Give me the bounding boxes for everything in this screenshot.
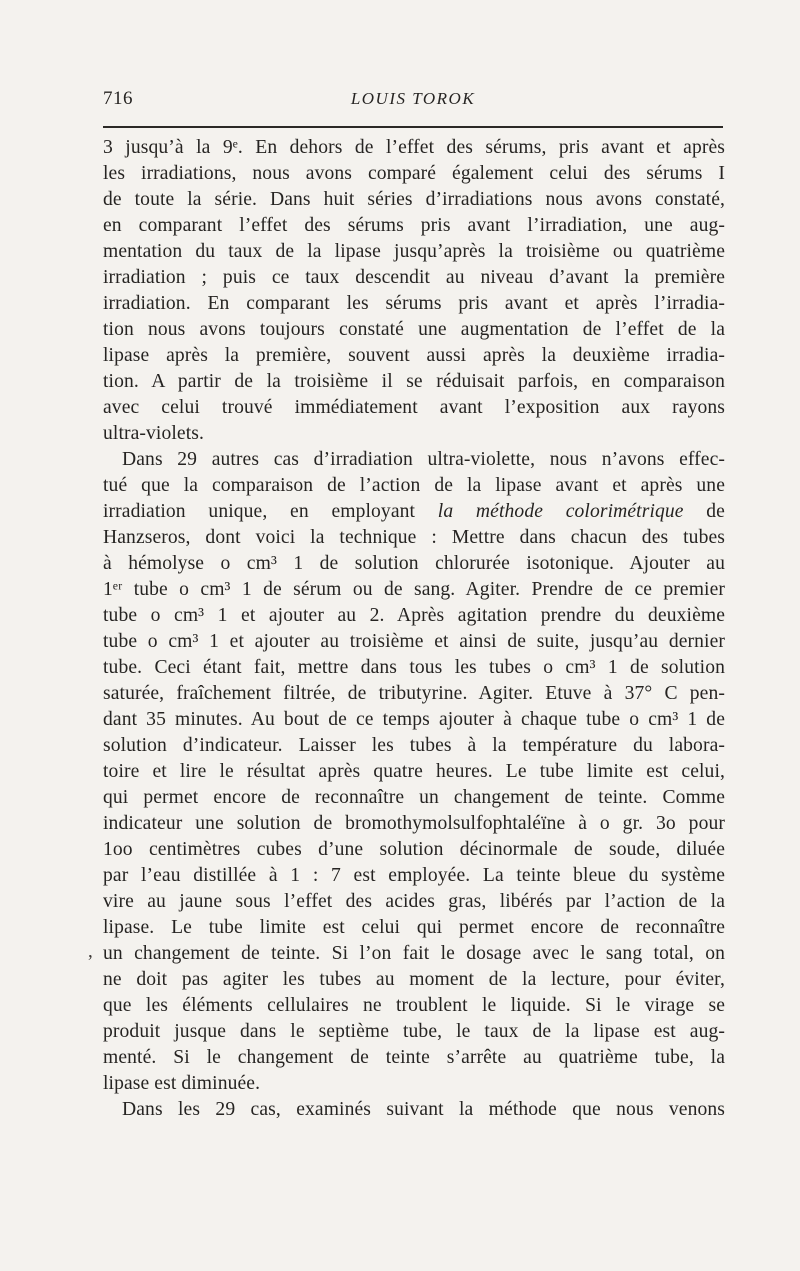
text-line: irradiation unique, en employant la méthode colorimétrique de (103, 501, 725, 522)
text-line: solution d’indicateur. Laisser les tubes à la température du labora- (103, 735, 725, 756)
text-line: indicateur une solution de bromothymolsulfophtaléïne à o gr. 3o pour (103, 813, 725, 834)
text-line: 1oo centimètres cubes d’une solution décinormale de soude, diluée (103, 839, 725, 860)
text-line: tube. Ceci étant fait, mettre dans tous les tubes o cm³ 1 de solution (103, 657, 725, 678)
text-line: irradiation. En comparant les sérums pris avant et après l’irradia- (103, 293, 725, 314)
text-line: toire et lire le résultat après quatre heures. Le tube limite est celui, (103, 761, 725, 782)
text-line: tion. A partir de la troisième il se réduisait parfois, en comparaison (103, 371, 725, 392)
page-header (103, 88, 723, 118)
body-text (103, 135, 725, 1123)
text-line: 1ᵉʳ tube o cm³ 1 de sérum ou de sang. Agiter. Prendre de ce premier (103, 579, 725, 600)
margin-mark: , (88, 941, 93, 962)
page-number: 716 (103, 88, 133, 109)
text-line: Dans les 29 cas, examinés suivant la méthode que nous venons (122, 1099, 725, 1120)
text-line: que les éléments cellulaires ne troublent le liquide. Si le virage se (103, 995, 725, 1016)
text-line: tube o cm³ 1 et ajouter au troisième et ainsi de suite, jusqu’au dernier (103, 631, 725, 652)
text-line: en comparant l’effet des sérums pris avant l’irradiation, une aug- (103, 215, 725, 236)
text-line: saturée, fraîchement filtrée, de tributyrine. Agiter. Etuve à 37° C pen- (103, 683, 725, 704)
text-line: lipase. Le tube limite est celui qui permet encore de reconnaître (103, 917, 725, 938)
text-line: les irradiations, nous avons comparé également celui des sérums I (103, 163, 725, 184)
text-line: lipase après la première, souvent aussi après la deuxième irradia- (103, 345, 725, 366)
text-line: Dans 29 autres cas d’irradiation ultra-violette, nous n’avons effec- (122, 449, 725, 470)
text-line: à hémolyse o cm³ 1 de solution chlorurée isotonique. Ajouter au (103, 553, 725, 574)
text-line: ne doit pas agiter les tubes au moment de la lecture, pour éviter, (103, 969, 725, 990)
text-line: dant 35 minutes. Au bout de ce temps ajouter à chaque tube o cm³ 1 de (103, 709, 725, 730)
text-line: produit jusque dans le septième tube, le taux de la lipase est aug- (103, 1021, 725, 1042)
text-line: mentation du taux de la lipase jusqu’après la troisième ou quatrième (103, 241, 725, 262)
text-line: Hanzseros, dont voici la technique : Mettre dans chacun des tubes (103, 527, 725, 548)
italic-phrase: la méthode colorimétrique (437, 501, 684, 522)
text-line: irradiation ; puis ce taux descendit au niveau d’avant la première (103, 267, 725, 288)
text-line: de toute la série. Dans huit séries d’irradiations nous avons constaté, (103, 189, 725, 210)
text-line: un changement de teinte. Si l’on fait le dosage avec le sang total, on (103, 943, 725, 964)
running-head: LOUIS TOROK (350, 89, 476, 108)
text-line: ultra-violets. (103, 423, 204, 444)
text-line: 3 jusqu’à la 9ᵉ. En dehors de l’effet des sérums, pris avant et après (103, 137, 725, 158)
text-line: vire au jaune sous l’effet des acides gras, libérés par l’action de la (103, 891, 725, 912)
text-line: tué que la comparaison de l’action de la lipase avant et après une (103, 475, 725, 496)
text-line: lipase est diminuée. (103, 1073, 261, 1094)
text-line: avec celui trouvé immédiatement avant l’exposition aux rayons (103, 397, 725, 418)
text-line: par l’eau distillée à 1 : 7 est employée. La teinte bleue du système (103, 865, 725, 886)
header-rule (103, 126, 723, 128)
text-line: qui permet encore de reconnaître un changement de teinte. Comme (103, 787, 725, 808)
text-line: menté. Si le changement de teinte s’arrête au quatrième tube, la (103, 1047, 725, 1068)
text-line: tube o cm³ 1 et ajouter au 2. Après agitation prendre du deuxième (103, 605, 725, 626)
text-line: tion nous avons toujours constaté une augmentation de l’effet de la (103, 319, 725, 340)
